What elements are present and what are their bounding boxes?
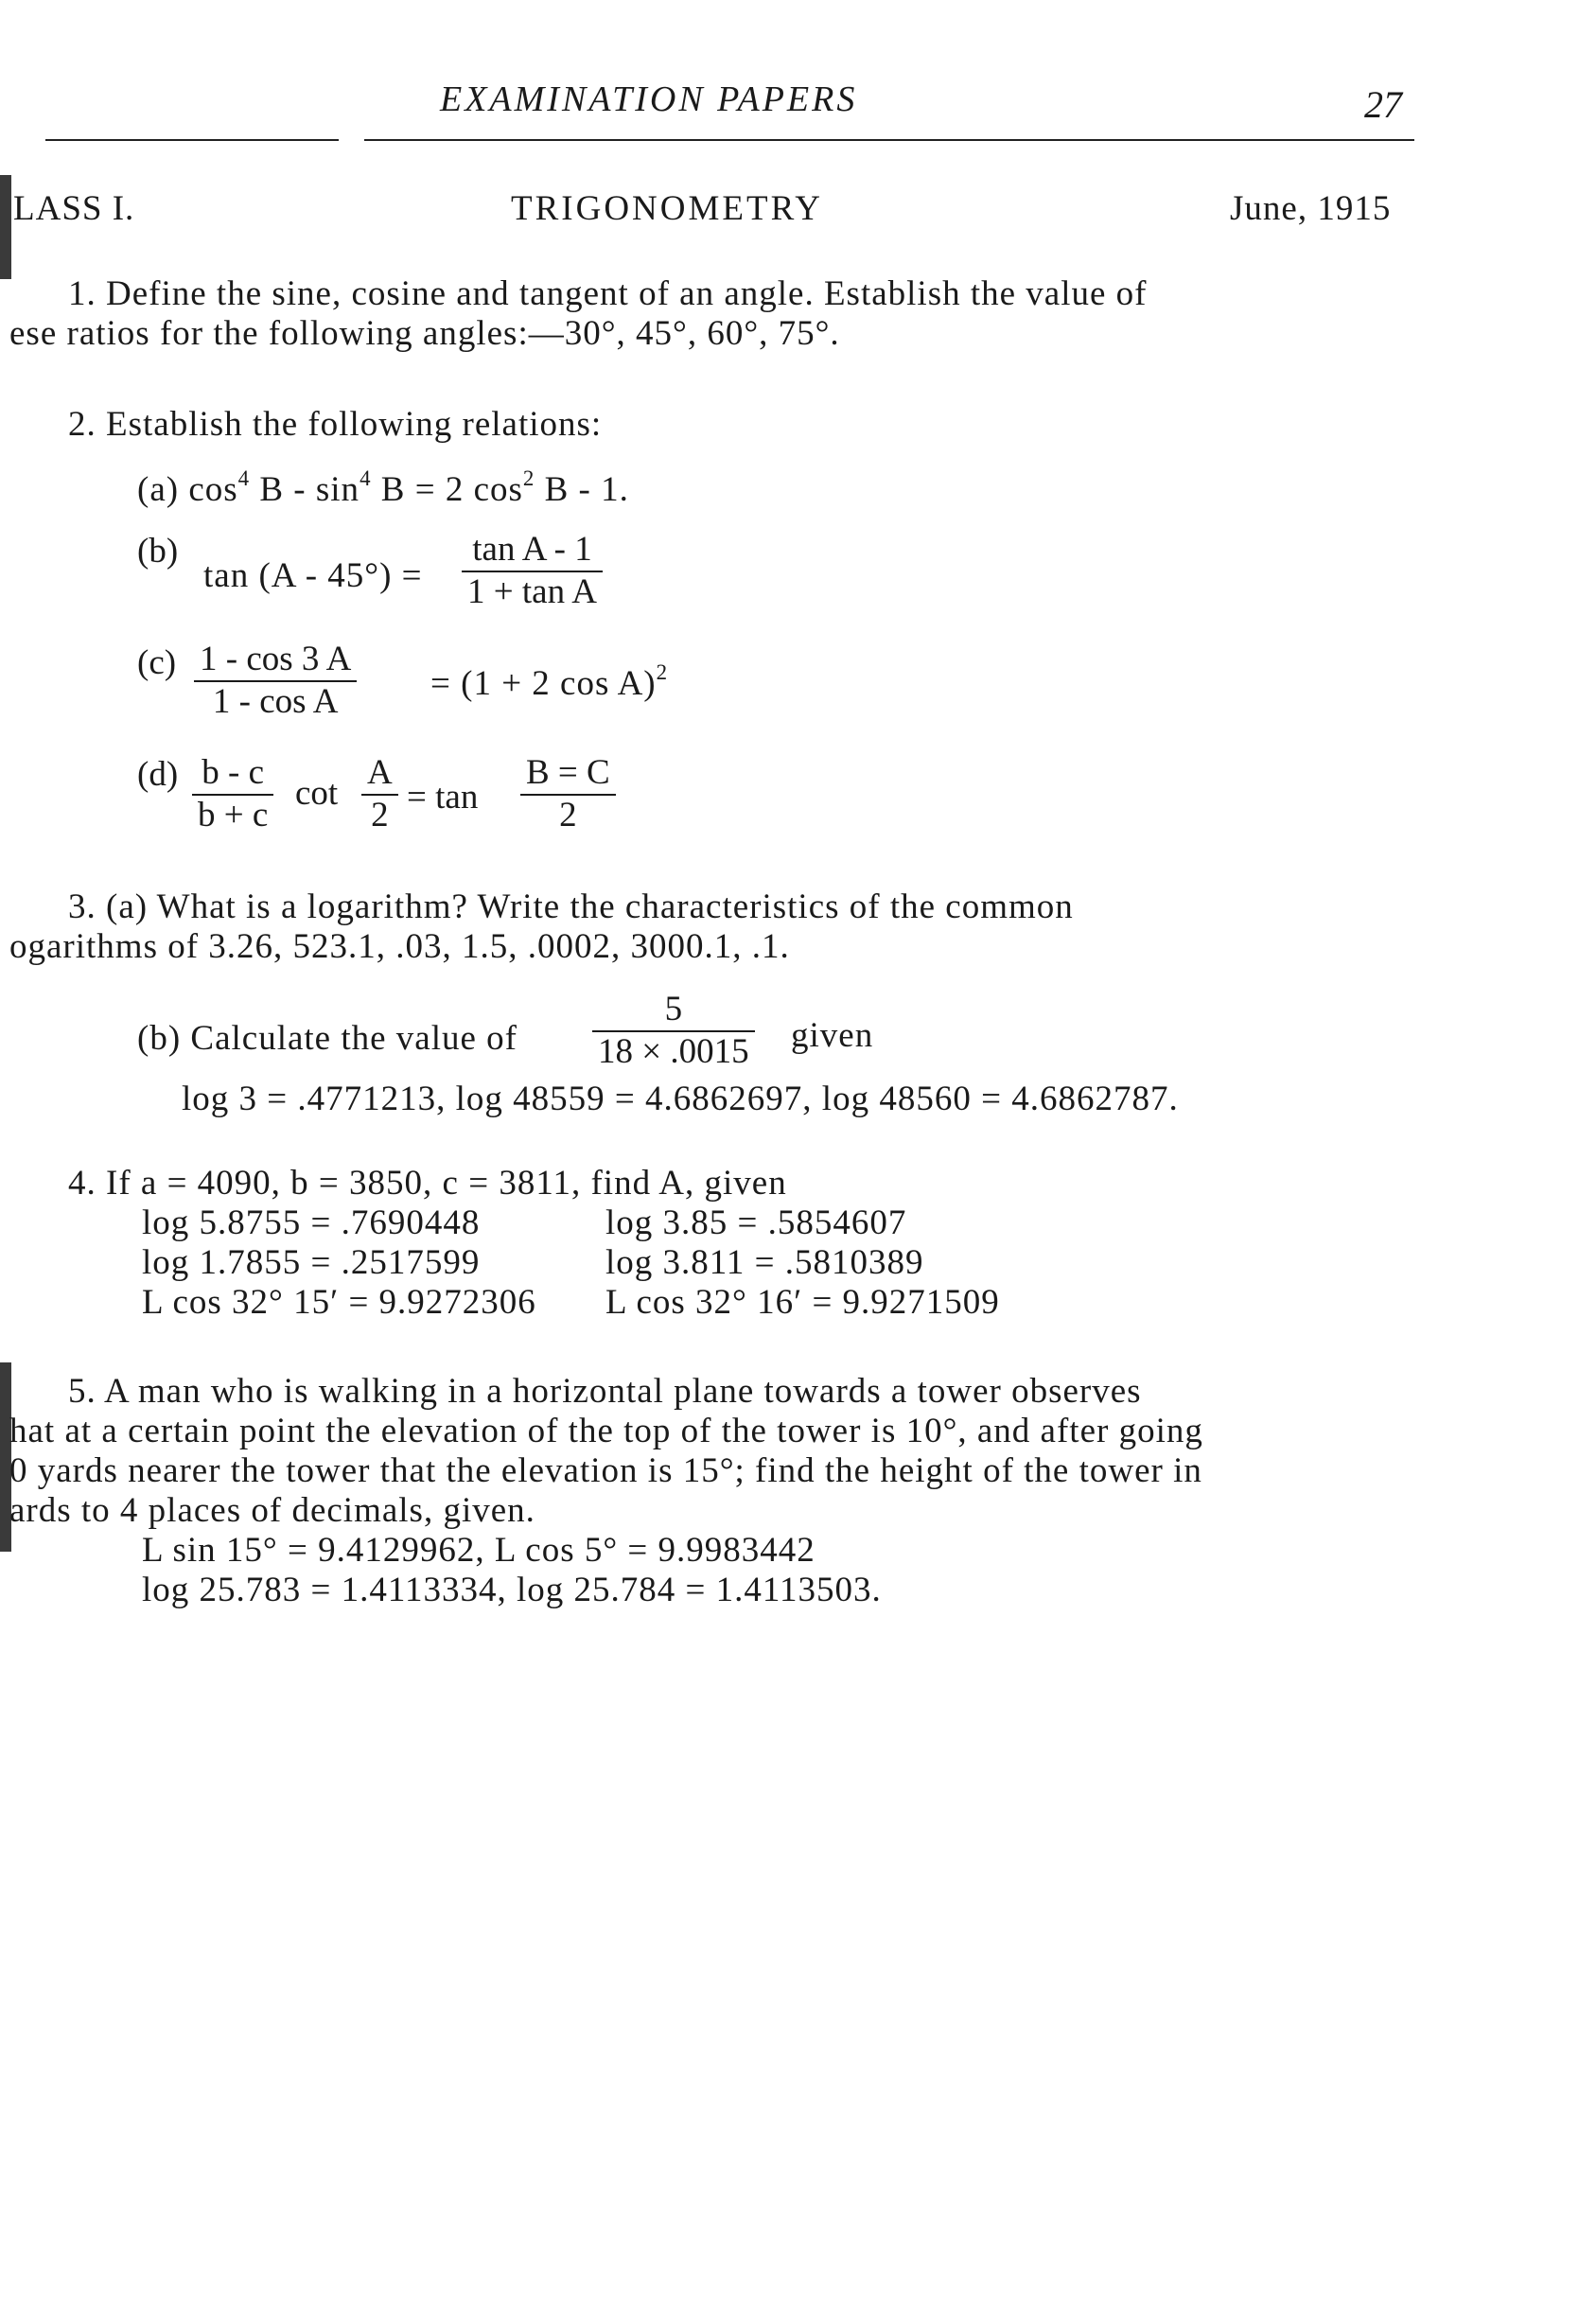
q5-line1: 5. A man who is walking in a horizontal plane towards a tower observes bbox=[68, 1372, 1142, 1411]
q5-line3: 0 yards nearer the tower that the elevation is 15°; find the height of the tower in bbox=[9, 1451, 1202, 1490]
exam-date: June, 1915 bbox=[1230, 189, 1392, 228]
header-rule-right bbox=[364, 139, 1414, 141]
q2-b-lhs: tan (A - 45°) = bbox=[203, 556, 423, 595]
subject-title: TRIGONOMETRY bbox=[511, 189, 823, 228]
binding-edge-shadow bbox=[0, 175, 11, 279]
q2-d-cot: cot bbox=[295, 774, 339, 813]
q4-line1: 4. If a = 4090, b = 3850, c = 3811, find A, given bbox=[68, 1164, 787, 1203]
q5-given-1: L sin 15° = 9.4129962, L cos 5° = 9.9983442 bbox=[142, 1531, 816, 1570]
header-rule-left bbox=[45, 139, 339, 141]
q4-row-1-right: log 3.85 = .5854607 bbox=[605, 1203, 907, 1242]
q2-d-fraction-1: $\frac{b - c}{b + c}$ bbox=[192, 753, 273, 835]
q2-b-fraction: $\frac{\text{tan A - 1}}{\text{1 + tan A}}$ bbox=[462, 530, 603, 612]
q1-line2: ese ratios for the following angles:—30°, 45°, 60°, 75°. bbox=[9, 314, 840, 353]
q3-b-given: given bbox=[791, 1016, 874, 1055]
q2-c-fraction: $\frac{1 - \cos 3 A}{\text{1 - cos A}}$ bbox=[194, 640, 357, 722]
q2-d-fraction-3: $\frac{B = C}{2}$ bbox=[520, 753, 616, 835]
q3-b-label: (b) Calculate the value of bbox=[137, 1019, 517, 1058]
page-number: 27 bbox=[1364, 83, 1402, 126]
q2-d-fraction-2: $\frac{A}{2}$ bbox=[361, 753, 398, 835]
q5-given-2: log 25.783 = 1.4113334, log 25.784 = 1.4113503. bbox=[142, 1571, 882, 1609]
running-title: EXAMINATION PAPERS bbox=[440, 79, 858, 119]
q3-line1: 3. (a) What is a logarithm? Write the characteristics of the common bbox=[68, 887, 1074, 926]
q2-intro: 2. Establish the following relations: bbox=[68, 405, 603, 444]
q4-row-3-left: L cos 32° 15′ = 9.9272306 bbox=[142, 1283, 536, 1322]
q5-line4: ards to 4 places of decimals, given. bbox=[9, 1491, 535, 1530]
q4-row-2-right: log 3.811 = .5810389 bbox=[605, 1243, 924, 1282]
q3-b-fraction: $\frac{5}{18 \times .0015}$ bbox=[592, 990, 755, 1072]
q4-row-3-right: L cos 32° 16′ = 9.9271509 bbox=[605, 1283, 1000, 1322]
q3-line2: ogarithms of 3.26, 523.1, .03, 1.5, .0002, 3000.1, .1. bbox=[9, 927, 790, 966]
q2-a: (a) $\cos^4 B - \sin^4 B = 2$ $\cos^2 B - 1$. bbox=[137, 465, 629, 509]
q1-line1: 1. Define the sine, cosine and tangent of an angle. Establish the value of bbox=[68, 274, 1148, 313]
q2-d-label: (d) bbox=[137, 755, 179, 794]
q4-row-2-left: log 1.7855 = .2517599 bbox=[142, 1243, 481, 1282]
q2-c-label: (c) bbox=[137, 643, 177, 682]
q3-b-logs: log 3 = .4771213, log 48559 = 4.6862697, log 48560 = 4.6862787. bbox=[182, 1080, 1179, 1118]
q5-line2: hat at a certain point the elevation of the top of the tower is 10°, and after going bbox=[9, 1412, 1203, 1450]
q2-b-label: (b) bbox=[137, 532, 179, 571]
q2-a-label: (a) bbox=[137, 470, 180, 509]
q2-d-tan: = tan bbox=[407, 778, 479, 817]
q4-row-1-left: log 5.8755 = .7690448 bbox=[142, 1203, 481, 1242]
q2-c-rhs: = (1 + 2 cos A)$^2$ bbox=[430, 659, 669, 703]
class-label: LASS I. bbox=[13, 189, 135, 228]
